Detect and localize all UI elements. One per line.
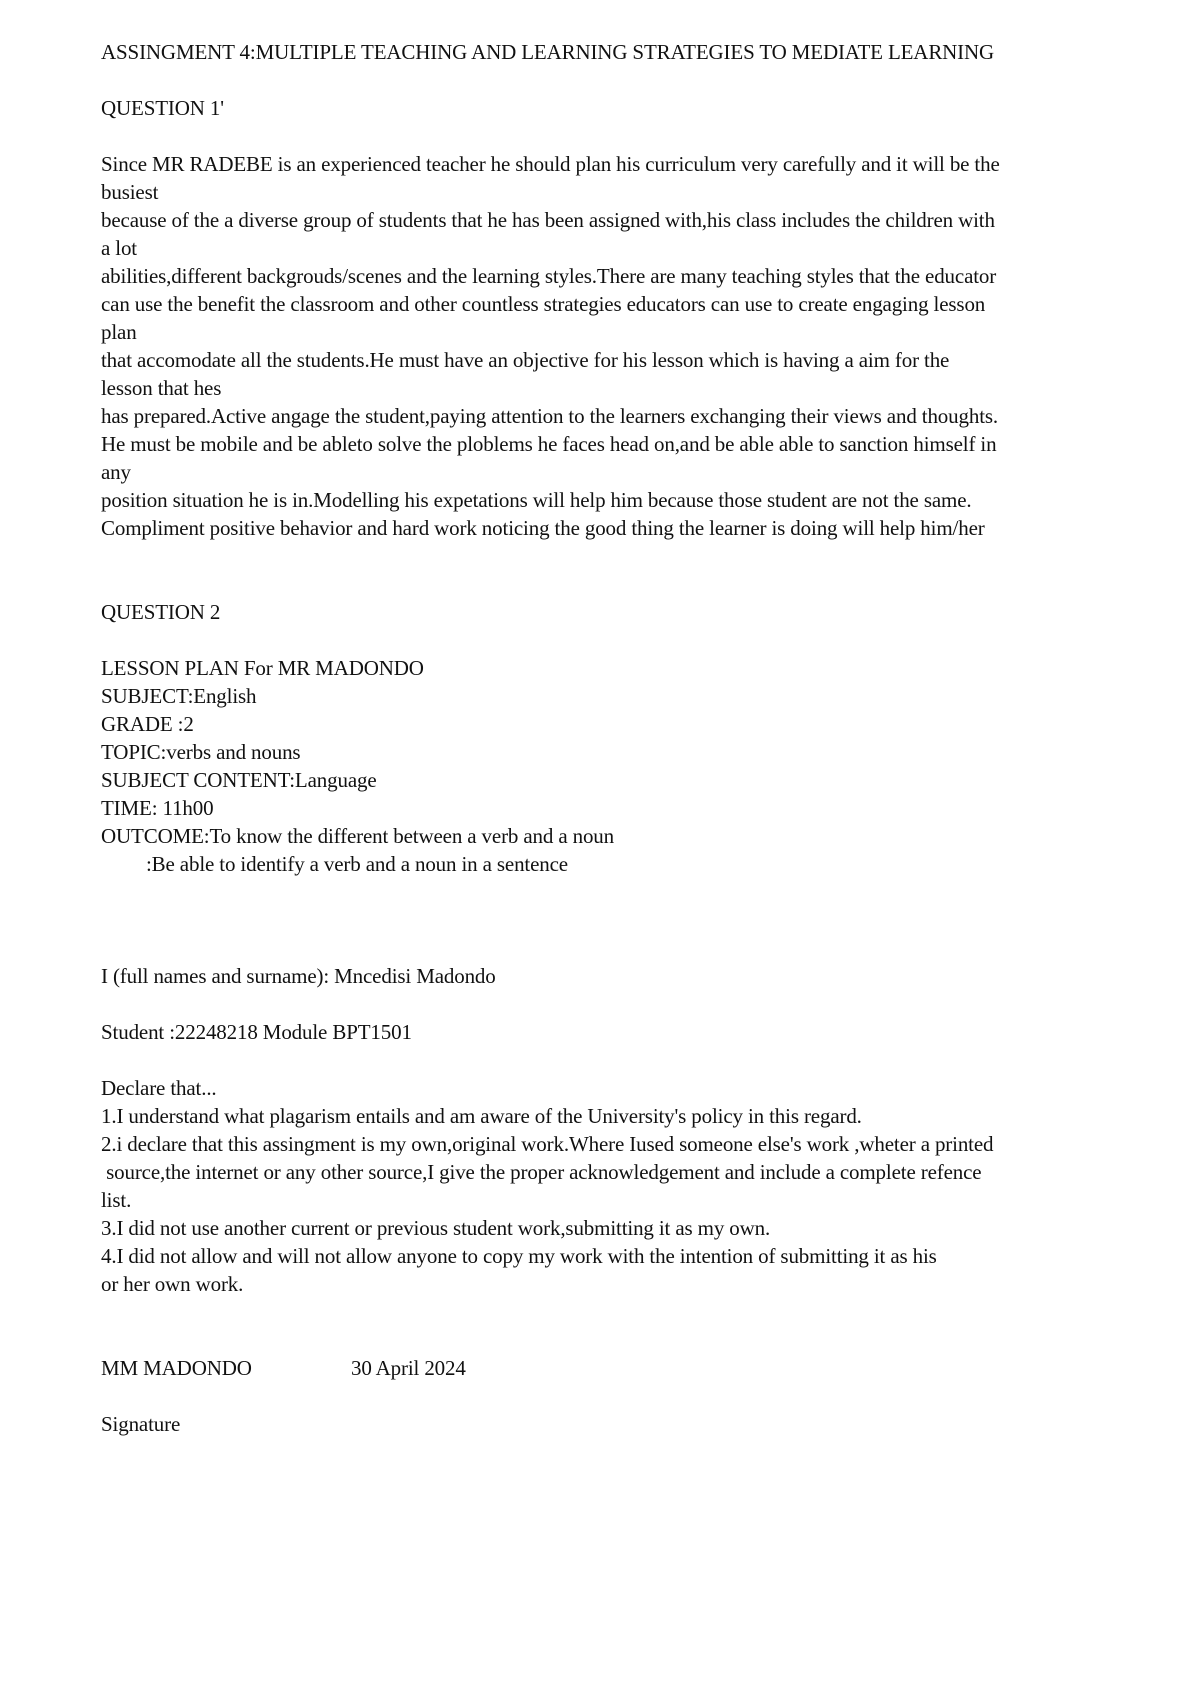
question-2-heading: QUESTION 2 (101, 600, 221, 624)
declaration-line: or her own work. (101, 1272, 244, 1296)
paragraph-line: that accomodate all the students.He must have an objective for his lesson which is having a aim for the (101, 348, 950, 372)
declaration-line: 3.I did not use another current or previous student work,submitting it as my own. (101, 1216, 771, 1240)
signer-name: MM MADONDO (101, 1356, 252, 1380)
declaration-line: list. (101, 1188, 132, 1212)
signature-date: 30 April 2024 (351, 1356, 466, 1380)
document-page (101, 38, 1171, 1438)
paragraph-line: a lot (101, 236, 137, 260)
paragraph-line: abilities,different backgrouds/scenes and the learning styles.There are many teaching styles that the educator (101, 264, 997, 288)
declaration (101, 962, 1171, 1438)
lesson-plan-subject-content: SUBJECT CONTENT:Language (101, 768, 377, 792)
declaration-line: source,the internet or any other source,I give the proper acknowledgement and include a complete refence (101, 1160, 982, 1184)
paragraph-line: lesson that hes (101, 376, 222, 400)
declaration-name: I (full names and surname): Mncedisi Madondo (101, 964, 496, 988)
declaration-student: Student :22248218 Module BPT1501 (101, 1020, 412, 1044)
paragraph-line: Compliment positive behavior and hard work noticing the good thing the learner is doing will help him/her (101, 516, 985, 540)
paragraph-line: busiest (101, 180, 159, 204)
lesson-plan-subject: SUBJECT:English (101, 684, 257, 708)
declaration-intro: Declare that... (101, 1076, 217, 1100)
lesson-plan (101, 654, 1171, 878)
declaration-line: 4.I did not allow and will not allow anyone to copy my work with the intention of submitting it as his (101, 1244, 937, 1268)
paragraph-line: any (101, 460, 131, 484)
assignment-title: ASSINGMENT 4:MULTIPLE TEACHING AND LEARNING STRATEGIES TO MEDIATE LEARNING (101, 40, 995, 64)
declaration-line: 2.i declare that this assingment is my own,original work.Where Iused someone else's work ,wheter a printed (101, 1132, 994, 1156)
paragraph-line: Since MR RADEBE is an experienced teacher he should plan his curriculum very carefully and it will be the (101, 152, 1000, 176)
paragraph-line: because of the a diverse group of students that he has been assigned with,his class includes the children with (101, 208, 995, 232)
lesson-plan-grade: GRADE :2 (101, 712, 194, 736)
question-1-heading: QUESTION 1' (101, 96, 224, 120)
paragraph-line: position situation he is in.Modelling his expetations will help him because those student are not the same. (101, 488, 972, 512)
lesson-plan-topic: TOPIC:verbs and nouns (101, 740, 301, 764)
signature-label: Signature (101, 1412, 181, 1436)
declaration-line: 1.I understand what plagarism entails and am aware of the University's policy in this regard. (101, 1104, 862, 1128)
signature-row (101, 1354, 1171, 1382)
lesson-plan-title: LESSON PLAN For MR MADONDO (101, 656, 424, 680)
paragraph-line: has prepared.Active angage the student,paying attention to the learners exchanging their views and thoughts. (101, 404, 999, 428)
lesson-plan-outcome-2: :Be able to identify a verb and a noun in a sentence (146, 852, 568, 876)
paragraph-line: can use the benefit the classroom and other countless strategies educators can use to create engaging lesson (101, 292, 986, 316)
paragraph-line: plan (101, 320, 137, 344)
question-1-body (101, 150, 1171, 542)
lesson-plan-outcome: OUTCOME:To know the different between a verb and a noun (101, 824, 614, 848)
paragraph-line: He must be mobile and be ableto solve the ploblems he faces head on,and be able able to sanction himself in (101, 432, 997, 456)
lesson-plan-time: TIME: 11h00 (101, 796, 214, 820)
